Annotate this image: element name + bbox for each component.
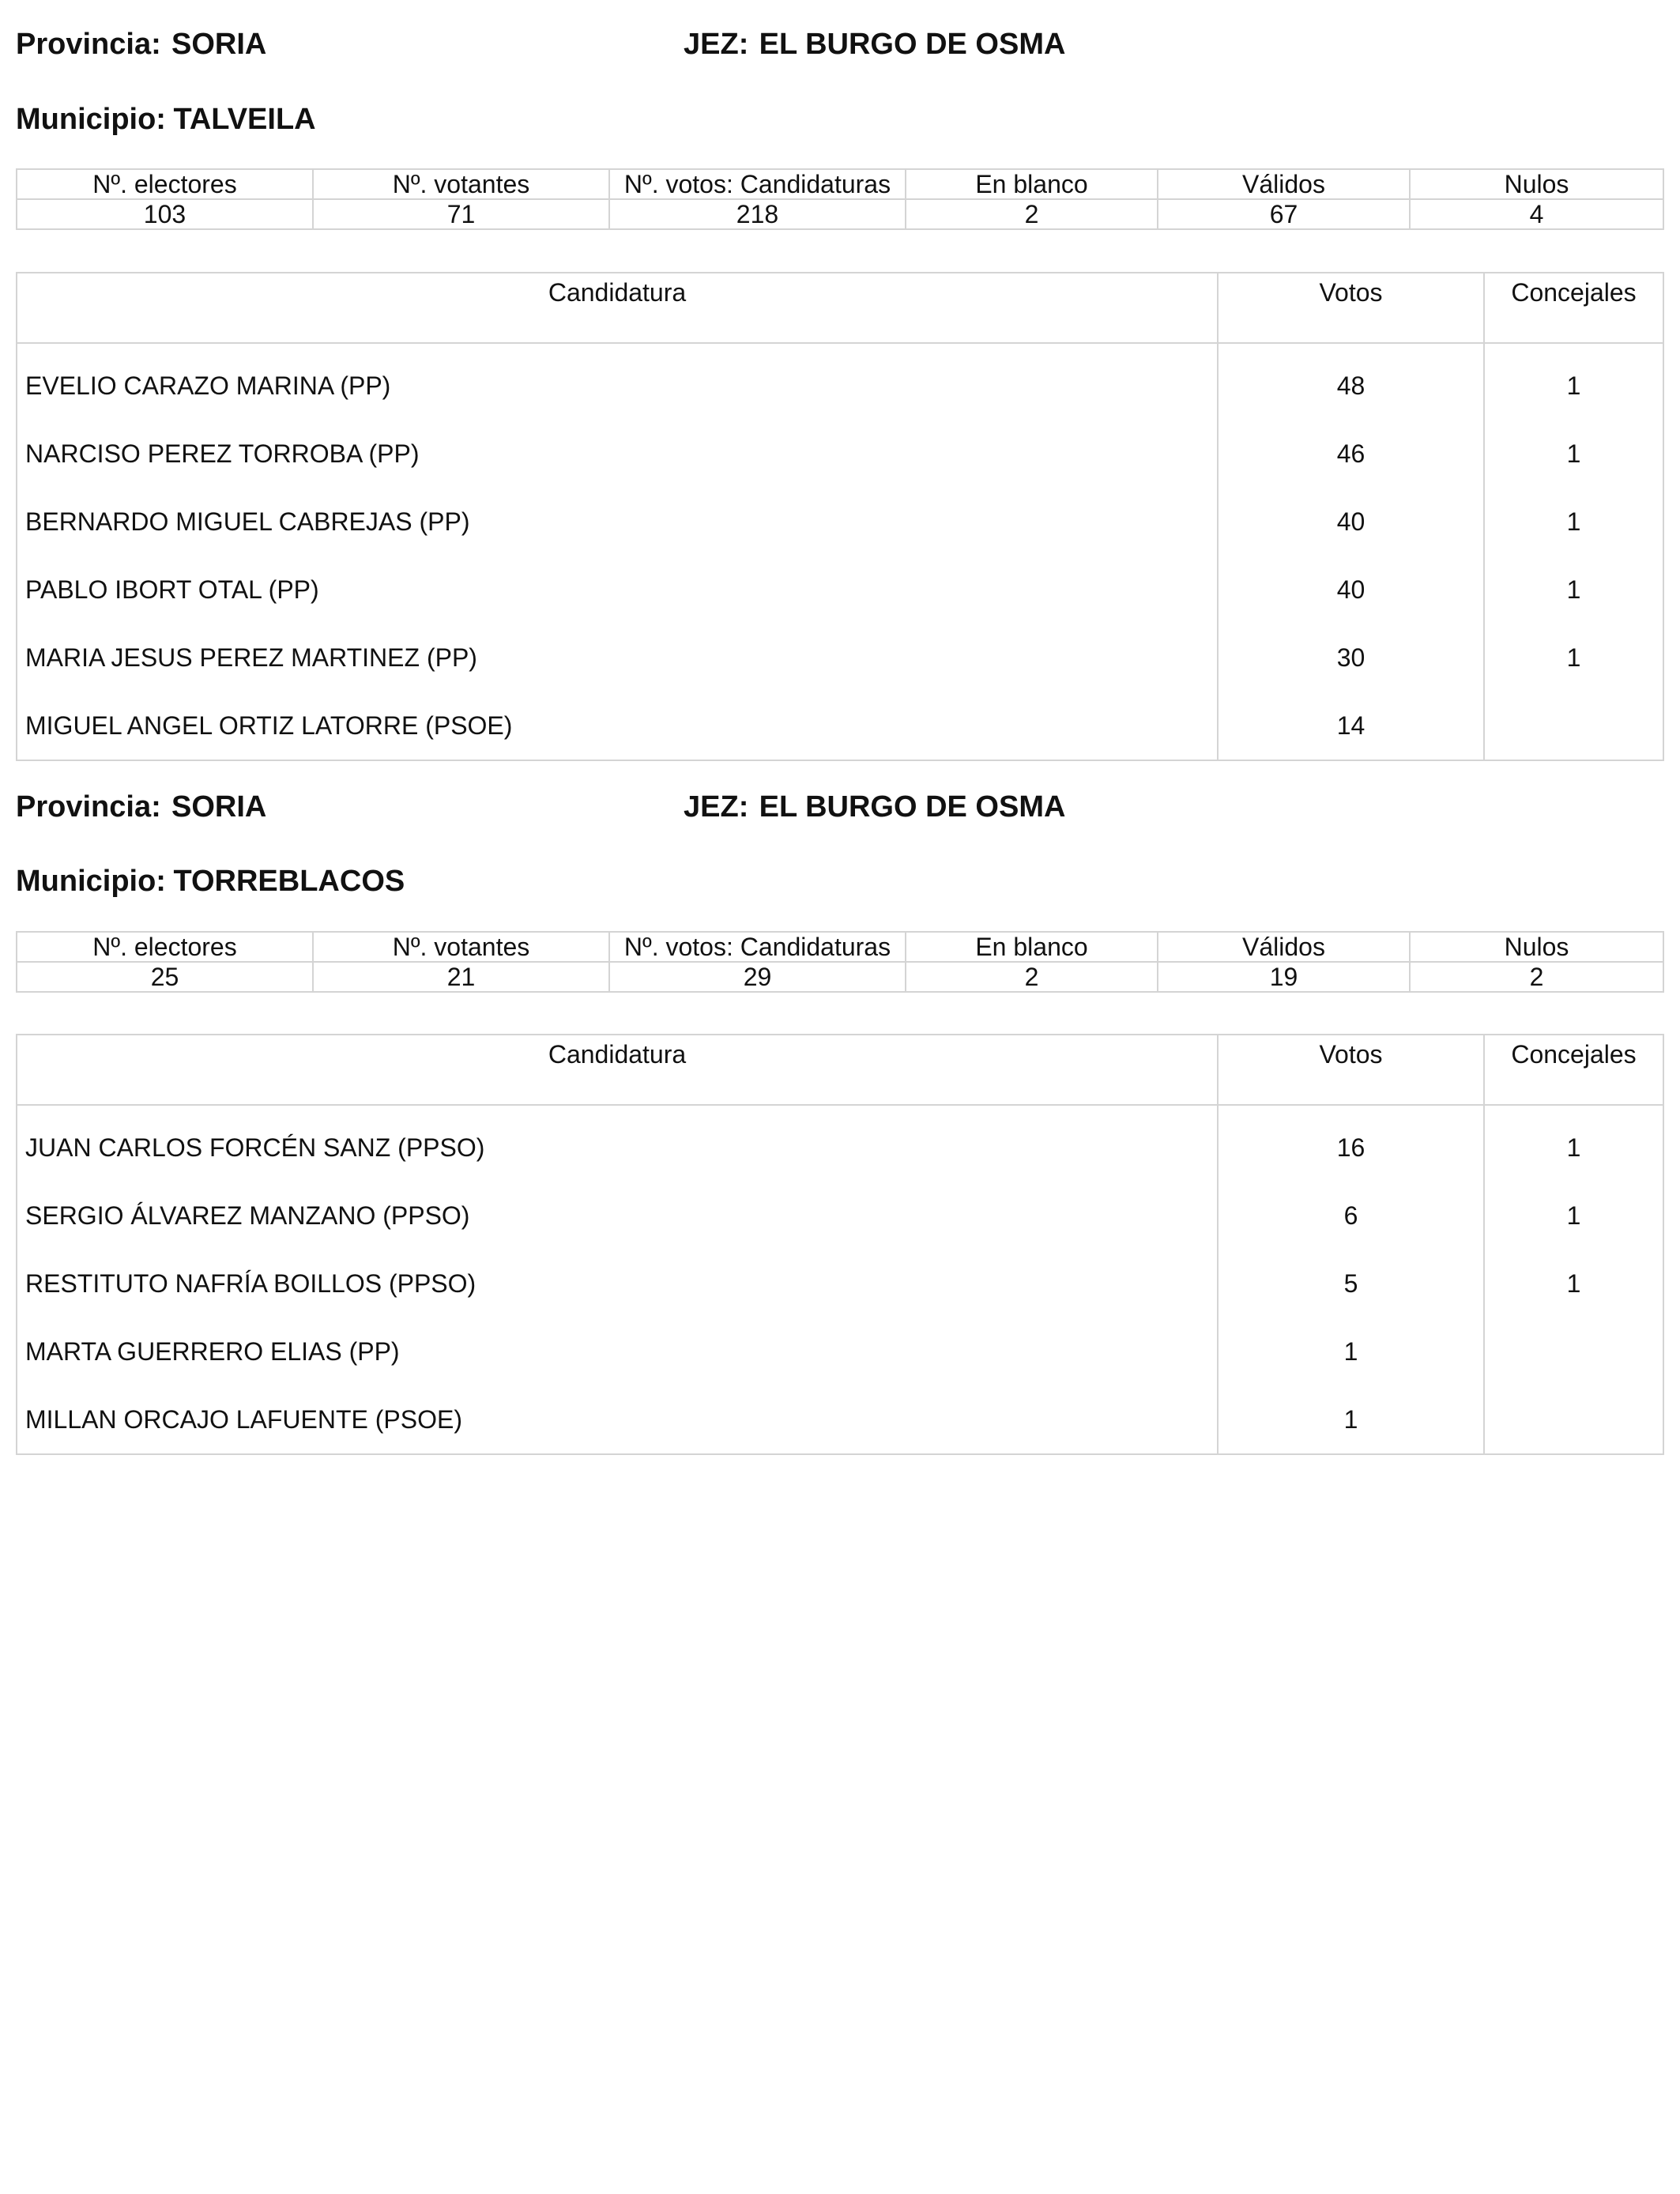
stat-value-nulos: 4 xyxy=(1410,199,1663,229)
stat-header-votos-candidaturas: Nº. votos: Candidaturas xyxy=(609,932,906,962)
candidates-header-row xyxy=(17,1035,1663,1105)
stat-value-votos-candidaturas: 218 xyxy=(609,199,906,229)
candidate-concejales: 1 xyxy=(1484,1182,1663,1250)
stat-header-votantes: Nº. votantes xyxy=(313,932,609,962)
stat-value-electores: 103 xyxy=(17,199,313,229)
jez-label: JEZ: xyxy=(684,28,749,61)
stat-header-en-blanco: En blanco xyxy=(906,932,1158,962)
header-votos: Votos xyxy=(1218,273,1484,343)
candidate-concejales xyxy=(1484,1385,1663,1454)
candidate-name: MILLAN ORCAJO LAFUENTE (PSOE) xyxy=(17,1385,1218,1454)
stat-value-en-blanco: 2 xyxy=(906,962,1158,992)
candidate-name: BERNARDO MIGUEL CABREJAS (PP) xyxy=(17,488,1218,556)
header-concejales: Concejales xyxy=(1484,1035,1663,1105)
candidate-name: SERGIO ÁLVAREZ MANZANO (PPSO) xyxy=(17,1182,1218,1250)
stat-header-nulos: Nulos xyxy=(1410,169,1663,199)
stat-value-votantes: 21 xyxy=(313,962,609,992)
candidate-concejales: 1 xyxy=(1484,488,1663,556)
candidate-votos: 40 xyxy=(1218,556,1484,624)
candidate-name: NARCISO PEREZ TORROBA (PP) xyxy=(17,420,1218,488)
jez-value: EL BURGO DE OSMA xyxy=(759,790,1066,824)
stat-value-votantes: 71 xyxy=(313,199,609,229)
stat-value-electores: 25 xyxy=(17,962,313,992)
candidate-name: MIGUEL ANGEL ORTIZ LATORRE (PSOE) xyxy=(17,692,1218,760)
stat-header-en-blanco: En blanco xyxy=(906,169,1158,199)
candidate-name: MARTA GUERRERO ELIAS (PP) xyxy=(17,1318,1218,1385)
table-row xyxy=(17,624,1663,692)
candidate-name: PABLO IBORT OTAL (PP) xyxy=(17,556,1218,624)
table-row xyxy=(17,692,1663,760)
candidate-votos: 14 xyxy=(1218,692,1484,760)
jez-value: EL BURGO DE OSMA xyxy=(759,28,1066,61)
candidate-concejales: 1 xyxy=(1484,1250,1663,1318)
candidate-name: RESTITUTO NAFRÍA BOILLOS (PPSO) xyxy=(17,1250,1218,1318)
candidate-votos: 46 xyxy=(1218,420,1484,488)
provincia-label: Provincia: xyxy=(16,28,161,61)
table-row xyxy=(17,420,1663,488)
stat-header-votos-candidaturas: Nº. votos: Candidaturas xyxy=(609,169,906,199)
stats-header-row xyxy=(17,932,1663,962)
candidate-concejales: 1 xyxy=(1484,420,1663,488)
candidate-concejales: 1 xyxy=(1484,624,1663,692)
candidate-votos: 48 xyxy=(1218,343,1484,420)
header-candidatura: Candidatura xyxy=(17,273,1218,343)
table-row xyxy=(17,488,1663,556)
stat-value-nulos: 2 xyxy=(1410,962,1663,992)
provincia-value: SORIA xyxy=(171,28,267,61)
stat-header-validos: Válidos xyxy=(1158,932,1410,962)
candidate-concejales xyxy=(1484,1318,1663,1385)
table-row xyxy=(17,1182,1663,1250)
municipio-value: TORREBLACOS xyxy=(173,865,405,898)
candidate-votos: 1 xyxy=(1218,1318,1484,1385)
candidate-concejales: 1 xyxy=(1484,343,1663,420)
provincia-heading xyxy=(16,27,266,62)
header-votos: Votos xyxy=(1218,1035,1484,1105)
table-row xyxy=(17,343,1663,420)
candidate-concejales: 1 xyxy=(1484,556,1663,624)
jez-label: JEZ: xyxy=(684,790,749,824)
candidate-concejales: 1 xyxy=(1484,1105,1663,1182)
stat-header-nulos: Nulos xyxy=(1410,932,1663,962)
table-row xyxy=(17,1105,1663,1182)
stat-value-votos-candidaturas: 29 xyxy=(609,962,906,992)
stats-table xyxy=(16,168,1664,230)
table-row xyxy=(17,1250,1663,1318)
stats-table xyxy=(16,931,1664,993)
stat-value-validos: 19 xyxy=(1158,962,1410,992)
municipio-heading xyxy=(16,864,405,899)
candidate-votos: 1 xyxy=(1218,1385,1484,1454)
jez-heading xyxy=(684,790,1065,824)
candidate-votos: 6 xyxy=(1218,1182,1484,1250)
candidate-name: MARIA JESUS PEREZ MARTINEZ (PP) xyxy=(17,624,1218,692)
stats-value-row xyxy=(17,962,1663,992)
header-candidatura: Candidatura xyxy=(17,1035,1218,1105)
stat-header-votantes: Nº. votantes xyxy=(313,169,609,199)
municipio-value: TALVEILA xyxy=(173,103,316,136)
stat-header-electores: Nº. electores xyxy=(17,932,313,962)
candidate-votos: 40 xyxy=(1218,488,1484,556)
table-row xyxy=(17,1385,1663,1454)
candidates-table xyxy=(16,1034,1664,1455)
candidate-votos: 5 xyxy=(1218,1250,1484,1318)
municipio-heading xyxy=(16,102,316,137)
stats-value-row xyxy=(17,199,1663,229)
municipio-label: Municipio: xyxy=(16,865,166,898)
municipio-label: Municipio: xyxy=(16,103,166,136)
header-concejales: Concejales xyxy=(1484,273,1663,343)
candidates-header-row xyxy=(17,273,1663,343)
jez-heading xyxy=(684,27,1065,62)
provincia-heading xyxy=(16,790,266,824)
candidate-votos: 30 xyxy=(1218,624,1484,692)
candidate-name: JUAN CARLOS FORCÉN SANZ (PPSO) xyxy=(17,1105,1218,1182)
candidate-votos: 16 xyxy=(1218,1105,1484,1182)
stat-value-en-blanco: 2 xyxy=(906,199,1158,229)
provincia-value: SORIA xyxy=(171,790,267,824)
candidates-table xyxy=(16,272,1664,761)
table-row xyxy=(17,1318,1663,1385)
stat-header-validos: Válidos xyxy=(1158,169,1410,199)
table-row xyxy=(17,556,1663,624)
candidate-concejales xyxy=(1484,692,1663,760)
candidate-name: EVELIO CARAZO MARINA (PP) xyxy=(17,343,1218,420)
stats-header-row xyxy=(17,169,1663,199)
provincia-label: Provincia: xyxy=(16,790,161,824)
stat-header-electores: Nº. electores xyxy=(17,169,313,199)
stat-value-validos: 67 xyxy=(1158,199,1410,229)
